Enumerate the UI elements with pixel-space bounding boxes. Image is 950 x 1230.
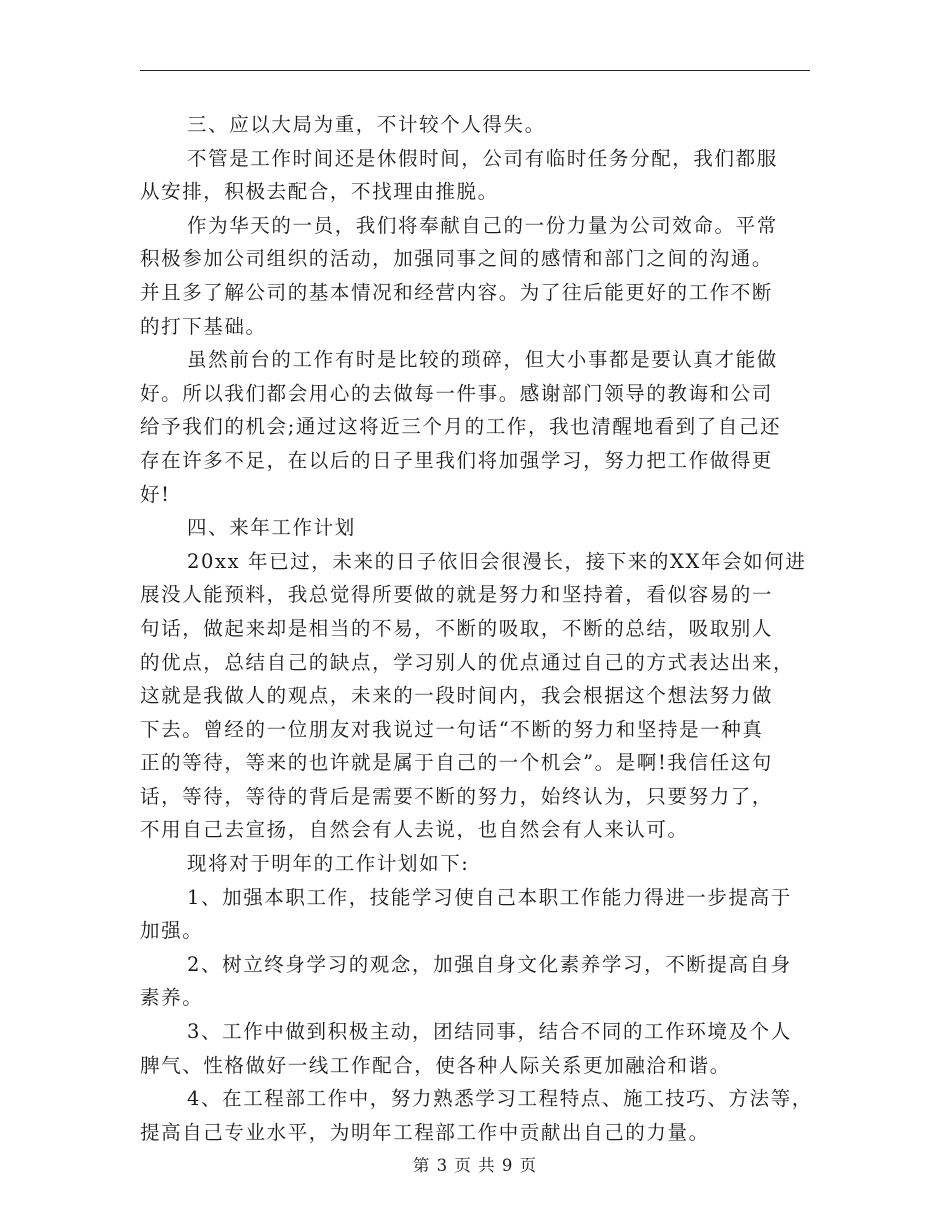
section-heading: 四、来年工作计划 [187, 516, 356, 540]
paragraph-line: 并且多了解公司的基本情况和经营内容。为了往后能更好的工作不断 [140, 280, 774, 304]
list-item-line: 4、在工程部工作中，努力熟悉学习工程特点、施工技巧、方法等， [187, 1087, 813, 1111]
paragraph-line: 话，等待，等待的背后是需要不断的努力，始终认为，只要努力了， [140, 784, 774, 808]
paragraph-line: 展没人能预料，我总觉得所要做的就是努力和坚持着，看似容易的一 [140, 583, 774, 607]
page-number-footer: 第 3 页 共 9 页 [412, 1156, 538, 1175]
paragraph-line: 存在许多不足，在以后的日子里我们将加强学习，努力把工作做得更 [140, 448, 774, 472]
paragraph-line: 句话，做起来却是相当的不易，不断的吸取，不断的总结，吸取别人 [140, 616, 774, 640]
paragraph-line: 不用自己去宣扬，自然会有人去说，也自然会有人来认可。 [140, 818, 689, 842]
paragraph-line: 好! [140, 482, 171, 506]
header-rule [140, 70, 810, 71]
list-item-line: 提高自己专业水平，为明年工程部工作中贡献出自己的力量。 [140, 1120, 710, 1144]
paragraph-line: 正的等待，等来的也许就是属于自己的一个机会”。是啊!我信任这句 [140, 751, 773, 775]
section-heading: 三、应以大局为重，不计较个人得失。 [187, 113, 546, 136]
paragraph-line: 好。所以我们都会用心的去做每一件事。感谢部门领导的教诲和公司 [140, 381, 774, 405]
paragraph-line: 积极参加公司组织的活动，加强同事之间的感情和部门之间的沟通。 [140, 247, 774, 271]
paragraph-line: 虽然前台的工作有时是比较的琐碎，但大小事都是要认真才能做 [187, 348, 778, 372]
paragraph-line: 下去。曾经的一位朋友对我说过一句话“不断的努力和坚持是一种真 [140, 717, 764, 741]
paragraph-line: 20xx 年已过，未来的日子依旧会很漫长，接下来的XX年会如何进 [187, 549, 807, 573]
paragraph-line: 这就是我做人的观点，未来的一段时间内，我会根据这个想法努力做 [140, 684, 774, 708]
paragraph-line: 的打下基础。 [140, 314, 267, 338]
paragraph-line: 的优点，总结自己的缺点，学习别人的优点通过自己的方式表达出来， [140, 650, 795, 674]
paragraph-line: 不管是工作时间还是休假时间，公司有临时任务分配，我们都服 [187, 146, 778, 170]
paragraph-line: 现将对于明年的工作计划如下: [187, 852, 470, 876]
document-body [140, 108, 820, 1149]
paragraph-line: 给予我们的机会;通过这将近三个月的工作，我也清醒地看到了自己还 [140, 415, 782, 439]
paragraph-line: 作为华天的一员，我们将奉献自己的一份力量为公司效命。平常 [187, 213, 778, 237]
list-item-line: 脾气、性格做好一线工作配合，使各种人际关系更加融洽和谐。 [140, 1053, 731, 1077]
list-item-line: 2、树立终身学习的观念，加强自身文化素养学习，不断提高自身 [187, 952, 792, 976]
list-item-line: 素养。 [140, 986, 204, 1010]
list-item-line: 加强。 [140, 919, 204, 943]
paragraph-line: 从安排，积极去配合，不找理由推脱。 [140, 180, 499, 204]
list-item-line: 3、工作中做到积极主动，团结同事，结合不同的工作环境及个人 [187, 1020, 792, 1044]
list-item-line: 1、加强本职工作，技能学习使自己本职工作能力得进一步提高于 [187, 885, 792, 909]
